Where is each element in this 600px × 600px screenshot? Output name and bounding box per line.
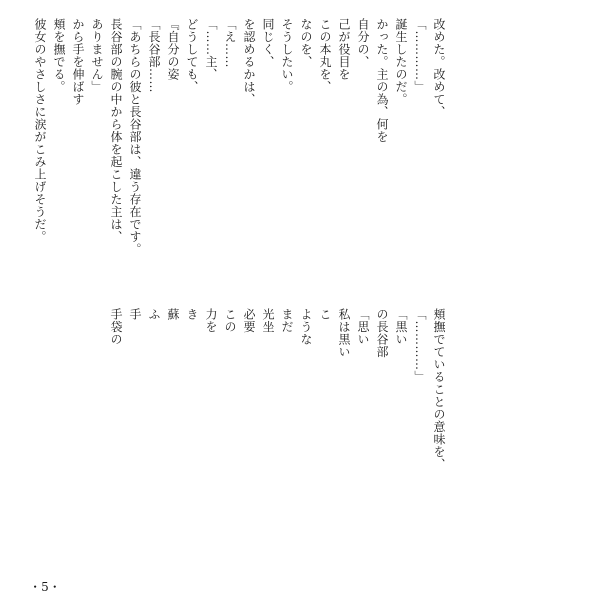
- text-line: この本丸を、: [318, 18, 332, 93]
- text-line: き: [185, 308, 199, 321]
- text-line: 頬撫でていることの意味を、: [432, 308, 446, 471]
- text-line: 改めた。改めて、: [432, 18, 446, 118]
- text-line: ふ: [147, 308, 161, 321]
- text-line: 己が役目を: [337, 18, 351, 81]
- text-line: 光坐: [261, 308, 275, 333]
- text-line: 「え……: [223, 18, 237, 68]
- text-line: 誕生したのだ。: [394, 18, 408, 106]
- text-line: 「…………」: [413, 308, 427, 383]
- text-line: 同じく、: [261, 18, 275, 68]
- upper-text-block: [33, 18, 448, 256]
- text-line: 「…………」: [413, 18, 427, 93]
- text-line: ありません」: [90, 18, 104, 93]
- text-line: 『自分の姿: [166, 18, 180, 81]
- text-line: 力を: [204, 308, 218, 333]
- text-line: 「あちらの彼と長谷部は、違う存在です。: [128, 18, 142, 256]
- text-line: 「黒い: [394, 308, 408, 346]
- text-line: 彼女のやさしさに涙がこみ上げそうだ。: [33, 18, 47, 243]
- text-line: 「……主、: [204, 18, 218, 81]
- text-line: 「長谷部……: [147, 18, 161, 93]
- text-line: なのを、: [299, 18, 313, 68]
- text-line: 長谷部の腕の中から体を起こした主は、: [109, 18, 123, 243]
- text-line: 「思い: [356, 308, 370, 346]
- text-line: かった。主の為、何を: [375, 18, 389, 143]
- page-number: ・5・: [29, 580, 61, 594]
- text-line: の長谷部: [375, 308, 389, 358]
- text-line: 私は黒い: [337, 308, 351, 358]
- text-line: こ: [318, 308, 332, 321]
- text-line: どうしても、: [185, 18, 199, 93]
- text-line: を認めるかは、: [242, 18, 256, 106]
- text-line: そうしたい。: [280, 18, 294, 93]
- text-line: この: [223, 308, 237, 333]
- text-line: 手: [128, 308, 142, 321]
- text-line: 自分の、: [356, 18, 370, 68]
- text-line: 蘇: [166, 308, 180, 321]
- text-line: 手袋の: [109, 308, 123, 346]
- text-line: から手を伸ばす: [71, 18, 85, 106]
- lower-text-block: [109, 308, 448, 576]
- text-line: 頬を撫でる。: [52, 18, 66, 93]
- text-line: ような: [299, 308, 313, 346]
- text-line: 必要: [242, 308, 256, 333]
- text-line: まだ: [280, 308, 294, 333]
